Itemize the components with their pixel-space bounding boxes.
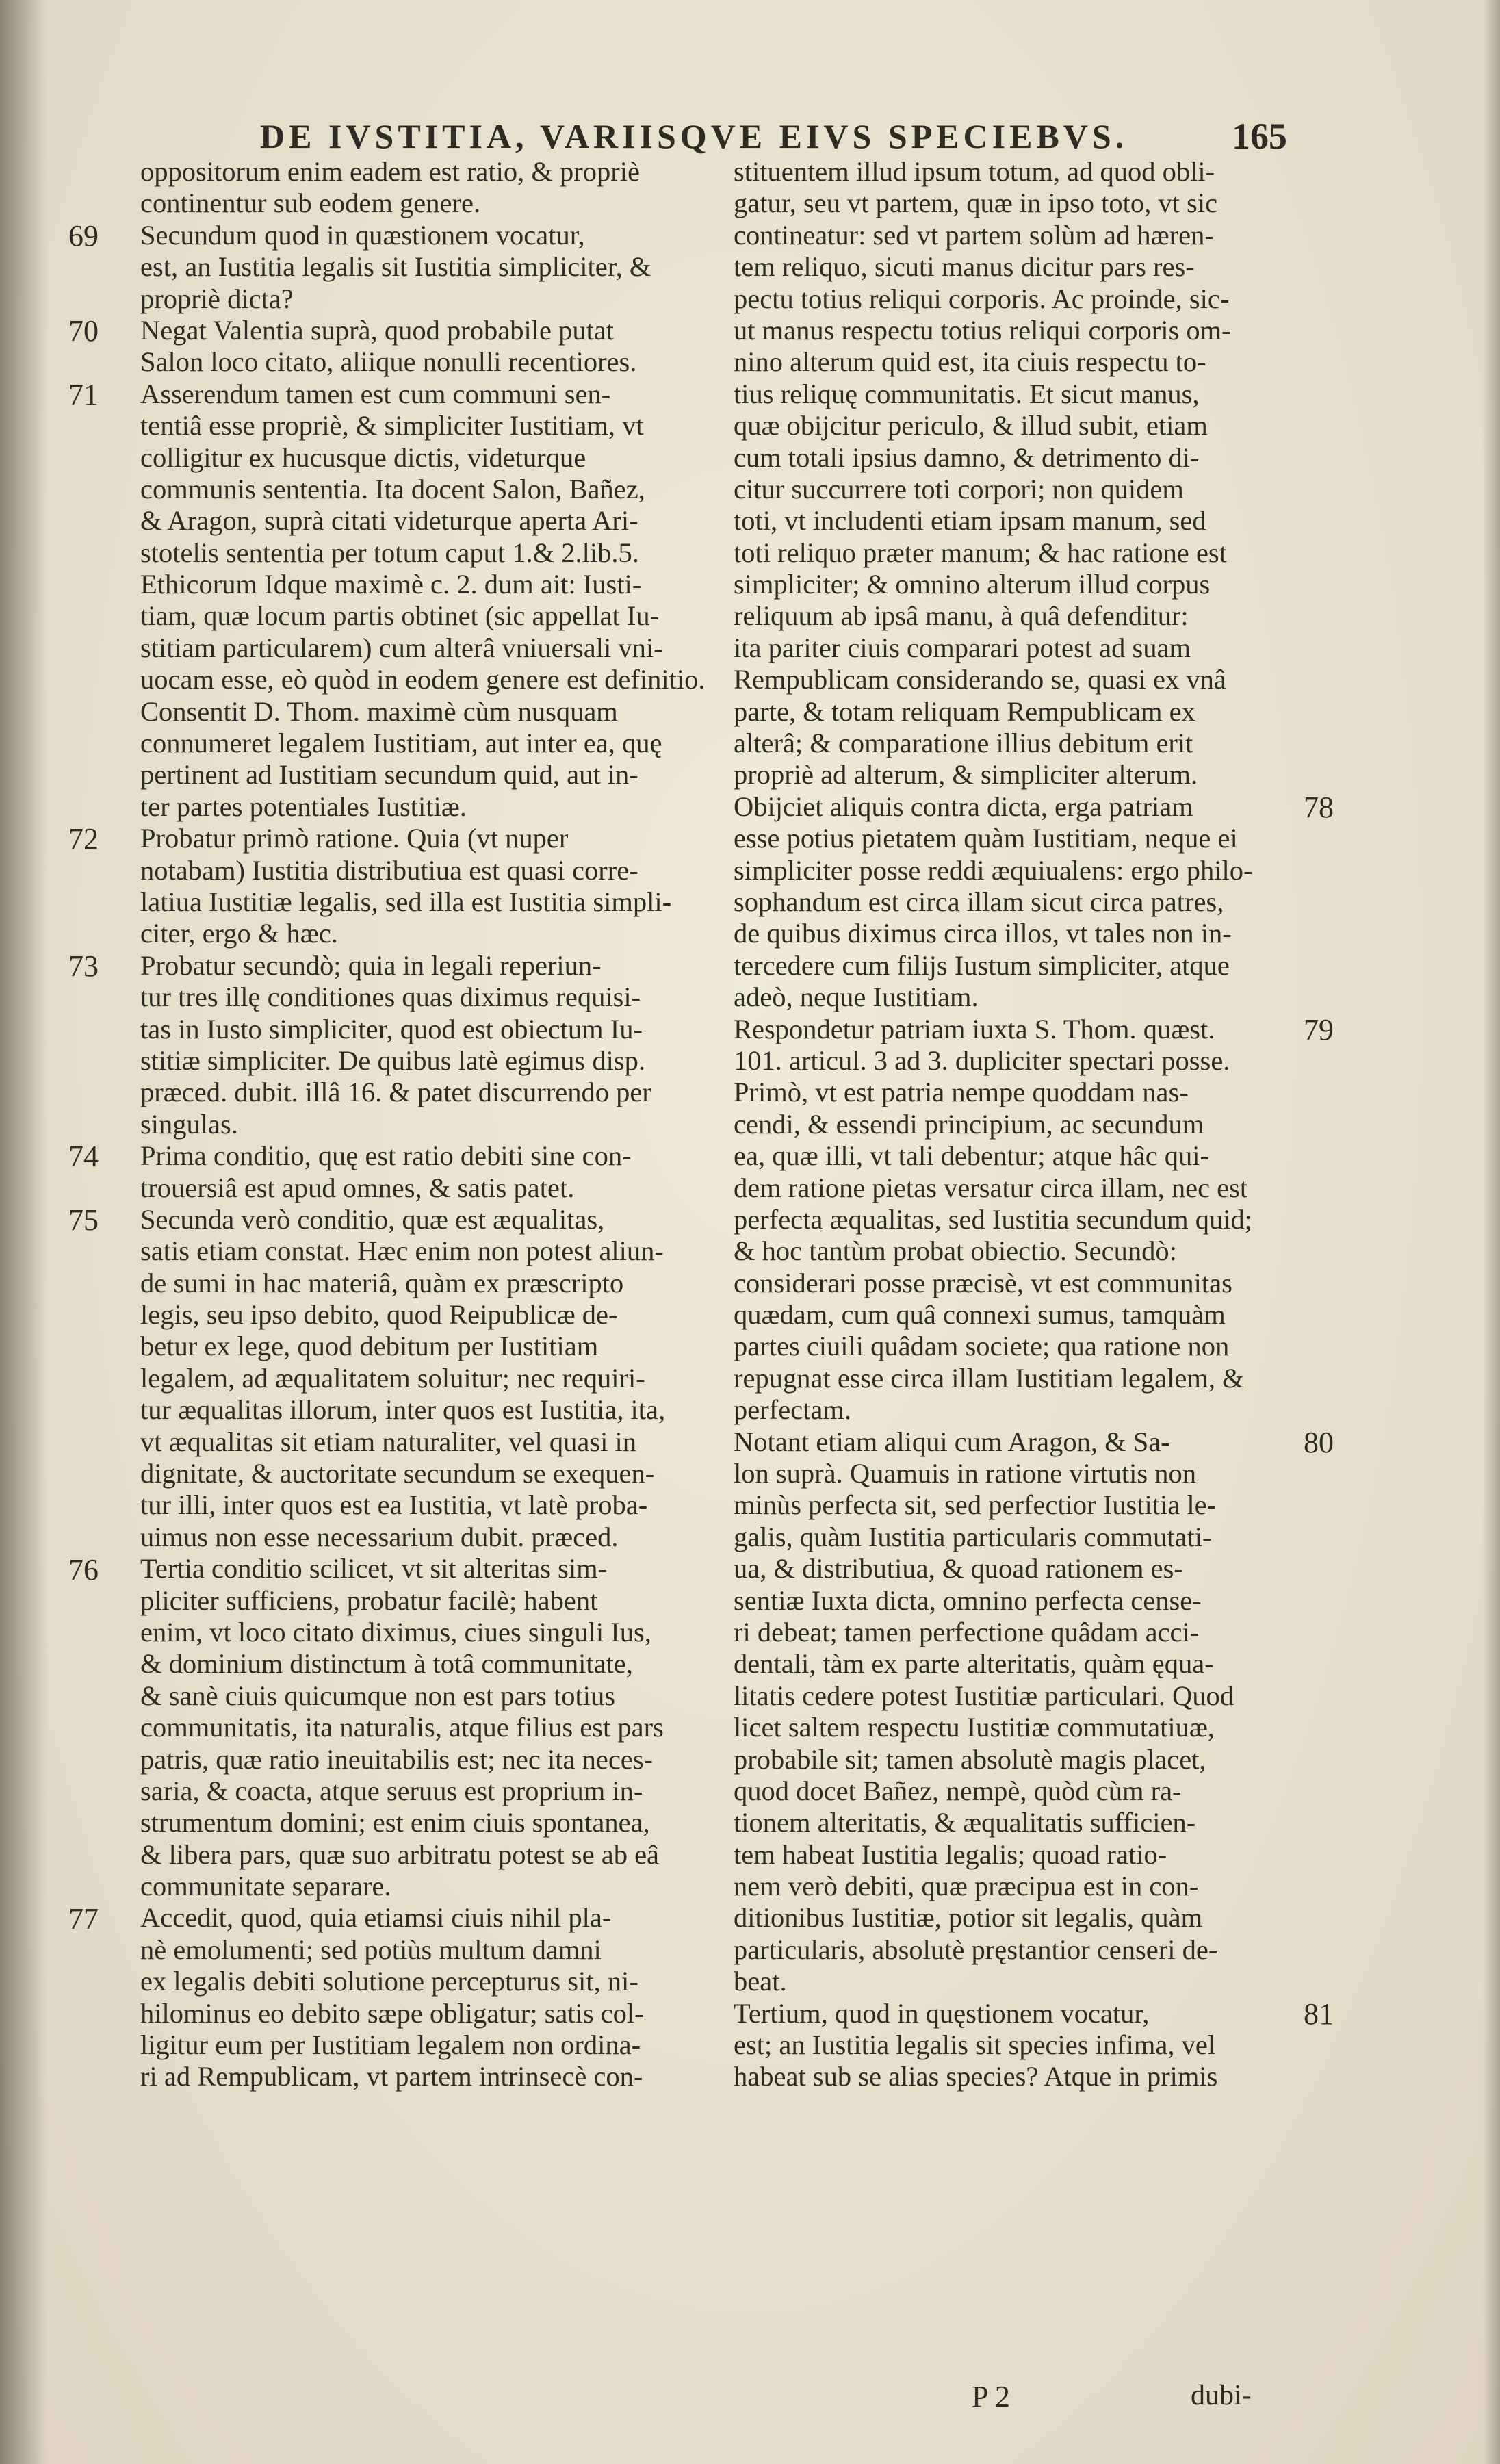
marginal-paragraph-number: 78 [1304, 791, 1334, 824]
text-line: tiam, quæ locum partis obtinet (sic appellat Iu- [140, 600, 660, 632]
text-line: Tertia conditio scilicet, vt sit alteritas sim- [140, 1553, 608, 1584]
text-line: tas in Iusto simpliciter, quod est obiectum Iu- [140, 1013, 643, 1044]
text-line: propriè dicta? [140, 283, 294, 314]
marginal-paragraph-number: 70 [68, 314, 99, 348]
text-line: & sanè ciuis quicumque non est pars totius [140, 1680, 616, 1711]
text-line: Accedit, quod, quia etiamsi ciuis nihil pla- [140, 1902, 612, 1934]
gutter-shadow [0, 0, 48, 2464]
text-line: Notant etiam aliqui cum Aragon, & Sa- [734, 1426, 1170, 1457]
text-line: latiua Iustitiæ legalis, sed illa est Iustitia simpli- [140, 886, 672, 917]
marginal-paragraph-number: 76 [68, 1552, 99, 1587]
text-line: ua, & distributiua, & quoad rationem es- [734, 1553, 1183, 1584]
text-line: quædam, cum quâ connexi sumus, tamquàm [734, 1299, 1226, 1331]
text-line: ri ad Rempublicam, vt partem intrinsecè con- [140, 2061, 643, 2092]
text-line: Primò, vt est patria nempe quoddam nas- [734, 1077, 1189, 1108]
text-line: partes ciuili quâdam societe; qua ratione non [734, 1331, 1230, 1362]
text-line: Ethicorum Idque maximè c. 2. dum ait: Iusti- [140, 569, 642, 600]
text-line: Probatur primò ratione. Quia (vt nuper [140, 823, 569, 854]
text-line: quod docet Bañez, nempè, quòd cùm ra- [734, 1775, 1182, 1806]
text-line: Tertium, quod in quęstionem vocatur, [734, 1997, 1150, 2029]
text-line: tur illi, inter quos est ea Iustitia, vt latè proba- [140, 1489, 648, 1521]
text-line: citer, ergo & hæc. [140, 918, 338, 949]
text-line: est, an Iustitia legalis sit Iustitia simpliciter, & [140, 251, 651, 283]
text-line: colligitur ex hucusque dictis, videturque [140, 441, 586, 473]
text-line: stituentem illud ipsum totum, ad quod obli- [734, 156, 1215, 187]
text-line: Negat Valentia suprà, quod probabile putat [140, 314, 615, 346]
text-line: considerari posse præcisè, vt est communitas [734, 1267, 1232, 1298]
text-line: notabam) Iustitia distributiua est quasi corre- [140, 854, 638, 886]
marginal-paragraph-number: 73 [68, 949, 99, 983]
text-line: Salon loco citato, aliique nonulli recentiores. [140, 346, 637, 378]
text-line: lon suprà. Quamuis in ratione virtutis non [734, 1458, 1197, 1489]
text-line: reliquum ab ipsâ manu, à quâ defenditur: [734, 600, 1189, 632]
marginal-paragraph-number: 71 [68, 377, 99, 411]
text-line: & libera pars, quæ suo arbitratu potest se ab eâ [140, 1838, 660, 1870]
text-line: & dominium distinctum à totâ communitate, [140, 1648, 633, 1680]
text-line: nem verò debiti, quæ præcipua est in con- [734, 1871, 1199, 1902]
text-line: simpliciter; & omnino alterum illud corpus [734, 569, 1211, 600]
text-line: minùs perfecta sit, sed perfectior Iustitia le- [734, 1489, 1217, 1521]
text-line: ditionibus Iustitiæ, potior sit legalis, quàm [734, 1902, 1203, 1934]
text-line: stotelis sententia per totum caput 1.& 2.lib.5. [140, 537, 639, 568]
text-line: alterâ; & comparatione illius debitum erit [734, 728, 1193, 759]
text-line: Prima conditio, quę est ratio debiti sine con- [140, 1140, 632, 1172]
text-line: dignitate, & auctoritate secundum se exequen- [140, 1458, 655, 1489]
text-line: contineatur: sed vt partem solùm ad hæren- [734, 219, 1214, 251]
marginal-paragraph-number: 81 [1304, 1997, 1334, 2031]
text-line: quæ obijcitur periculo, & illud subit, etiam [734, 410, 1208, 441]
text-line: ut manus respectu totius reliqui corporis om- [734, 314, 1231, 346]
text-line: tur æqualitas illorum, inter quos est Iustitia, ita, [140, 1394, 666, 1426]
text-line: communitatis, ita naturalis, atque filius est pars [140, 1712, 664, 1743]
text-line: pectu totius reliqui corporis. Ac proinde, sic- [734, 283, 1230, 314]
text-line: vt æqualitas sit etiam naturaliter, vel quasi in [140, 1426, 636, 1457]
text-line: Rempublicam considerando se, quasi ex vnâ [734, 664, 1226, 695]
text-line: Consentit D. Thom. maximè cùm nusquam [140, 695, 618, 727]
text-line: gatur, seu vt partem, quæ in ipso toto, vt sic [734, 188, 1218, 219]
text-line: oppositorum enim eadem est ratio, & propriè [140, 156, 640, 187]
text-line: dem ratione pietas versatur circa illam, nec est [734, 1172, 1248, 1203]
text-line: cum totali ipsius damno, & detrimento di- [734, 441, 1200, 473]
text-line: Asserendum tamen est cum communi sen- [140, 378, 611, 409]
text-line: simpliciter posse reddi æquiualens: ergo philo- [734, 854, 1253, 886]
text-line: adeò, neque Iustitiam. [734, 981, 979, 1013]
text-line: habeat sub se alias species? Atque in primis [734, 2061, 1218, 2092]
text-line: betur ex lege, quod debitum per Iustitiam [140, 1331, 599, 1362]
text-line: pliciter sufficiens, probatur facilè; habent [140, 1584, 598, 1616]
text-line: est; an Iustitia legalis sit species infima, vel [734, 2029, 1216, 2061]
catchword: dubi- [1191, 2380, 1252, 2411]
text-line: tur tres illę conditiones quas diximus requisi- [140, 981, 641, 1013]
marginal-paragraph-number: 80 [1304, 1426, 1334, 1459]
text-line: perfectam. [734, 1394, 852, 1426]
marginal-paragraph-number: 79 [1304, 1012, 1334, 1047]
text-line: de sumi in hac materiâ, quàm ex præscripto [140, 1267, 624, 1298]
text-line: repugnat esse circa illam Iustitiam legalem, & [734, 1362, 1244, 1394]
text-line: tercedere cum filijs Iustum simpliciter, atque [734, 949, 1230, 981]
text-line: legalem, ad æqualitatem soluitur; nec requiri- [140, 1362, 645, 1394]
text-line: trouersiâ est apud omnes, & satis patet. [140, 1172, 575, 1203]
page-edge [1482, 0, 1500, 2464]
text-line: saria, & coacta, atque seruus est proprium in- [140, 1775, 643, 1806]
text-line: de quibus diximus circa illos, vt tales non in- [734, 918, 1232, 949]
text-line: satis etiam constat. Hæc enim non potest aliun- [140, 1235, 664, 1267]
text-line: Secunda verò conditio, quæ est æqualitas, [140, 1203, 605, 1235]
text-line: ea, quæ illi, vt tali debentur; atque hâc qui- [734, 1140, 1210, 1172]
text-line: dentali, tàm ex parte alteritatis, quàm ęqua- [734, 1648, 1214, 1680]
text-line: citur succurrere toti corpori; non quidem [734, 473, 1184, 504]
text-line: tius reliquę communitatis. Et sicut manus, [734, 378, 1200, 409]
text-line: strumentum domini; est enim ciuis spontanea, [140, 1807, 650, 1838]
text-line: propriè ad alterum, & simpliciter alterum. [734, 759, 1198, 791]
text-line: communis sententia. Ita docent Salon, Bañez, [140, 473, 645, 504]
text-line: Probatur secundò; quia in legali reperiun- [140, 949, 602, 981]
signature-mark: P 2 [972, 2380, 1010, 2413]
text-line: beat. [734, 1966, 787, 1997]
marginal-paragraph-number: 69 [68, 218, 99, 253]
text-line: tentiâ esse propriè, & simpliciter Iustitiam, vt [140, 410, 644, 441]
text-line: & hoc tantùm probat obiectio. Secundò: [734, 1235, 1177, 1267]
text-line: particularis, absolutè pręstantior censeri de- [734, 1934, 1218, 1965]
text-line: tionem alteritatis, & æqualitatis sufficien- [734, 1807, 1196, 1838]
text-line: hilominus eo debito sæpe obligatur; satis col- [140, 1997, 644, 2029]
text-line: tem habeat Iustitia legalis; quoad ratio- [734, 1838, 1167, 1870]
text-line: Secundum quod in quæstionem vocatur, [140, 219, 585, 251]
text-line: 101. articul. 3 ad 3. dupliciter spectari posse. [734, 1044, 1230, 1076]
text-line: litatis cedere potest Iustitiæ particulari. Quod [734, 1680, 1234, 1711]
text-line: uocam esse, eò quòd in eodem genere est definitio. [140, 664, 706, 695]
text-line: præced. dubit. illâ 16. & patet discurrendo per [140, 1077, 651, 1108]
text-line: communitate separare. [140, 1871, 391, 1902]
text-line: uimus non esse necessarium dubit. præced. [140, 1521, 619, 1552]
text-line: patris, quæ ratio ineuitabilis est; nec ita neces- [140, 1743, 654, 1775]
text-line: Respondetur patriam iuxta S. Thom. quæst. [734, 1013, 1215, 1044]
text-line: nino alterum quid est, ita ciuis respectu to- [734, 346, 1206, 378]
text-line: pertinent ad Iustitiam secundum quid, aut in- [140, 759, 638, 791]
marginal-paragraph-number: 74 [68, 1140, 99, 1174]
text-line: sentiæ Iuxta dicta, omnino perfecta cense- [734, 1584, 1202, 1616]
text-line: licet saltem respectu Iustitiæ commutatiuæ, [734, 1712, 1215, 1743]
text-line: galis, quàm Iustitia particularis commutati- [734, 1521, 1212, 1552]
text-line: cendi, & essendi principium, ac secundum [734, 1108, 1204, 1140]
left-column [140, 156, 708, 2093]
text-line: ita pariter ciuis comparari potest ad suam [734, 632, 1191, 663]
text-line: nè emolumenti; sed potiùs multum damni [140, 1934, 602, 1965]
text-line: esse potius pietatem quàm Iustitiam, neque ei [734, 823, 1238, 854]
text-line: ex legalis debiti solutione percepturus sit, ni- [140, 1966, 638, 1997]
text-line: continentur sub eodem genere. [140, 188, 481, 219]
marginal-paragraph-number: 77 [68, 1902, 99, 1936]
text-line: ri debeat; tamen perfectione quâdam acci- [734, 1616, 1200, 1647]
text-line: enim, vt loco citato diximus, ciues singuli Ius, [140, 1616, 651, 1647]
text-line: singulas. [140, 1108, 238, 1140]
text-line: perfecta æqualitas, sed Iustitia secundum quid; [734, 1203, 1253, 1235]
text-line: sophandum est circa illam sicut circa patres, [734, 886, 1224, 917]
text-line: & Aragon, suprà citati videturque aperta Ari- [140, 505, 638, 537]
text-line: legis, seu ipso debito, quod Reipublicæ de- [140, 1299, 618, 1331]
text-line: stitiæ simpliciter. De quibus latè egimus disp. [140, 1044, 645, 1076]
running-head: DE IVSTITIA, VARIISQVE EIVS SPECIEBVS. [260, 117, 1128, 155]
text-line: parte, & totam reliquam Rempublicam ex [734, 695, 1195, 727]
text-line: toti reliquo præter manum; & hac ratione est [734, 537, 1227, 568]
text-line: stitiam particularem) cum alterâ vniuersali vni- [140, 632, 663, 663]
marginal-paragraph-number: 75 [68, 1203, 99, 1237]
text-line: ter partes potentiales Iustitiæ. [140, 791, 467, 822]
marginal-paragraph-number: 72 [68, 822, 99, 856]
text-line: ligitur eum per Iustitiam legalem non ordina- [140, 2029, 641, 2061]
text-line: probabile sit; tamen absolutè magis placet, [734, 1743, 1206, 1775]
page-number: 165 [1232, 116, 1287, 157]
text-line: toti, vt includenti etiam ipsam manum, sed [734, 505, 1206, 537]
text-line: Obijciet aliquis contra dicta, erga patriam [734, 791, 1193, 822]
right-column [734, 156, 1302, 2093]
text-line: connumeret legalem Iustitiam, aut inter ea, quę [140, 728, 662, 759]
text-line: tem reliquo, sicuti manus dicitur pars res- [734, 251, 1195, 283]
